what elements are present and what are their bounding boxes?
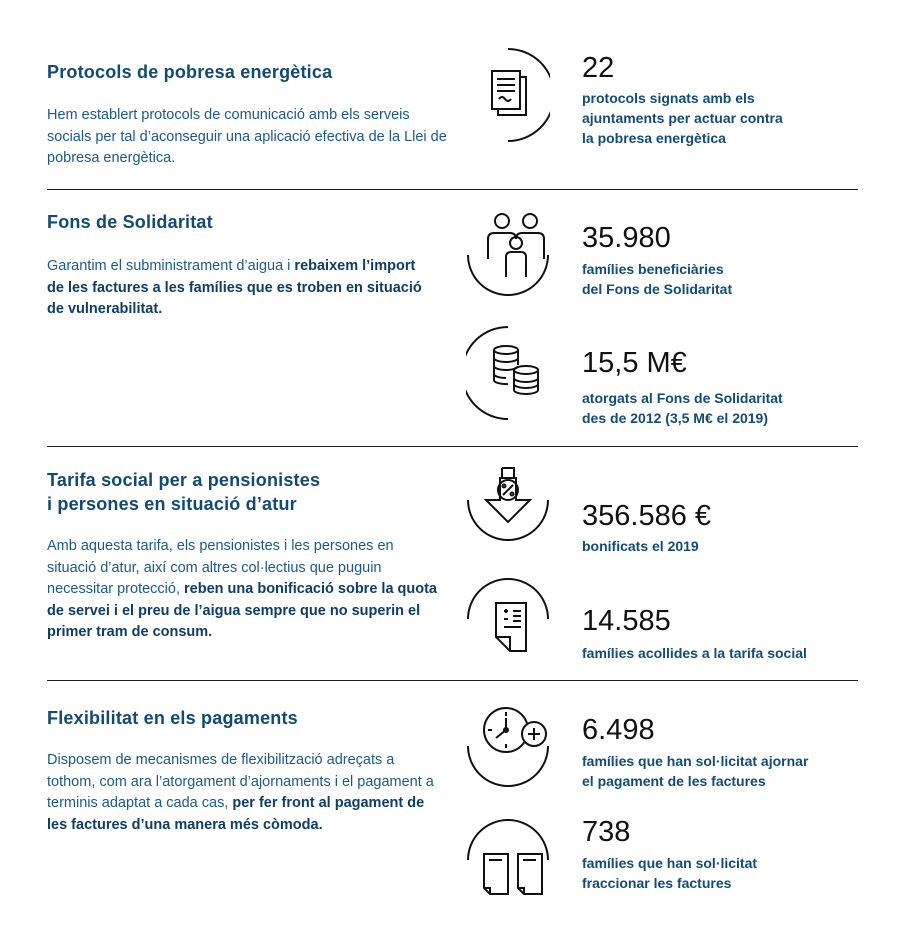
- body-text: Disposem de mecanismes de flexibilització adreçats a tothom, com ara l’atorgament d’ajornaments i el pagament a terminis adaptat a cada cas,: [47, 752, 434, 811]
- label-line: protocols signats amb els: [582, 90, 755, 106]
- section-title-payment-flexibility: [47, 706, 298, 730]
- label-line: atorgats al Fons de Solidaritat: [582, 390, 783, 406]
- stat-label-protocols: [582, 88, 862, 148]
- section-title-energy-poverty: [47, 60, 332, 84]
- label-line: el pagament de les factures: [582, 773, 766, 789]
- title-line: Protocols de pobresa energètica: [47, 62, 333, 82]
- stat-value-tariff-families: 14.585: [582, 605, 671, 637]
- stat-value-fund-amount: 15,5 M€: [582, 347, 687, 379]
- label-line: famílies que han sol·licitat: [582, 855, 758, 871]
- section-divider: [47, 680, 858, 681]
- stat-label-deferral: [582, 751, 862, 791]
- section-title-social-tariff: [47, 468, 320, 516]
- section-title-solidarity-fund: [47, 210, 213, 234]
- title-line: Tarifa social per a pensionistes: [47, 470, 321, 490]
- documents-icon: [466, 47, 550, 143]
- label-line: famílies que han sol·licitat ajornar: [582, 753, 809, 769]
- section-body-energy-poverty: [47, 105, 447, 170]
- stat-label-split: [582, 853, 862, 893]
- tariff-document-icon: [466, 573, 550, 669]
- body-text: Garantim el subministrament d’aigua i: [47, 258, 295, 274]
- label-line: del Fons de Solidaritat: [582, 281, 733, 297]
- label-line: ajuntaments per actuar contra: [582, 110, 783, 126]
- split-invoices-icon: [466, 810, 550, 906]
- label-line: famílies acollides a la tarifa social: [582, 645, 807, 661]
- coins-icon: [466, 325, 550, 421]
- body-bold-text: reben una bonificació sobre la quota de servei i el preu de l’aigua sempre que no superin el primer tram de consum.: [47, 581, 438, 640]
- label-line: des de 2012 (3,5 M€ el 2019): [582, 410, 768, 426]
- label-line: la pobresa energètica: [582, 130, 726, 146]
- body-text: Hem establert protocols de comunicació amb els serveis socials per tal d’aconseguir una aplicació efectiva de la Llei de pobresa energètica.: [47, 107, 447, 166]
- stat-label-families: [582, 259, 862, 299]
- stat-value-families: 35.980: [582, 222, 671, 254]
- section-body-social-tariff: [47, 536, 442, 644]
- body-text: Amb aquesta tarifa, els pensionistes i les persones en situació d’atur, així com altres col·lectius que puguin necessitar protecció,: [47, 538, 394, 597]
- stat-value-deferral: 6.498: [582, 714, 655, 746]
- stat-label-tariff-families: [582, 643, 862, 663]
- section-body-payment-flexibility: [47, 750, 437, 836]
- body-bold-text: rebaixem l’import de les factures a les famílies que es troben en situació de vulnerabilitat.: [47, 258, 422, 317]
- stat-value-bonus: 356.586 €: [582, 500, 712, 532]
- label-line: fraccionar les factures: [582, 875, 732, 891]
- title-line: Fons de Solidaritat: [47, 212, 213, 232]
- stat-label-bonus: [582, 536, 862, 556]
- family-icon: [466, 207, 550, 303]
- discount-arrow-icon: [466, 460, 550, 556]
- section-divider: [47, 446, 858, 447]
- stat-label-fund-amount: [582, 388, 862, 428]
- label-line: famílies beneficiàries: [582, 261, 724, 277]
- stat-value-split: 738: [582, 816, 631, 848]
- section-divider: [47, 189, 858, 190]
- stat-value-protocols: 22: [582, 52, 615, 84]
- title-line: Flexibilitat en els pagaments: [47, 708, 298, 728]
- body-bold-text: per fer front al pagament de les factures d’una manera més còmoda.: [47, 795, 425, 833]
- title-line: i persones en situació d’atur: [47, 494, 297, 514]
- clock-plus-icon: [466, 700, 550, 796]
- section-body-solidarity-fund: [47, 256, 432, 321]
- label-line: bonificats el 2019: [582, 538, 699, 554]
